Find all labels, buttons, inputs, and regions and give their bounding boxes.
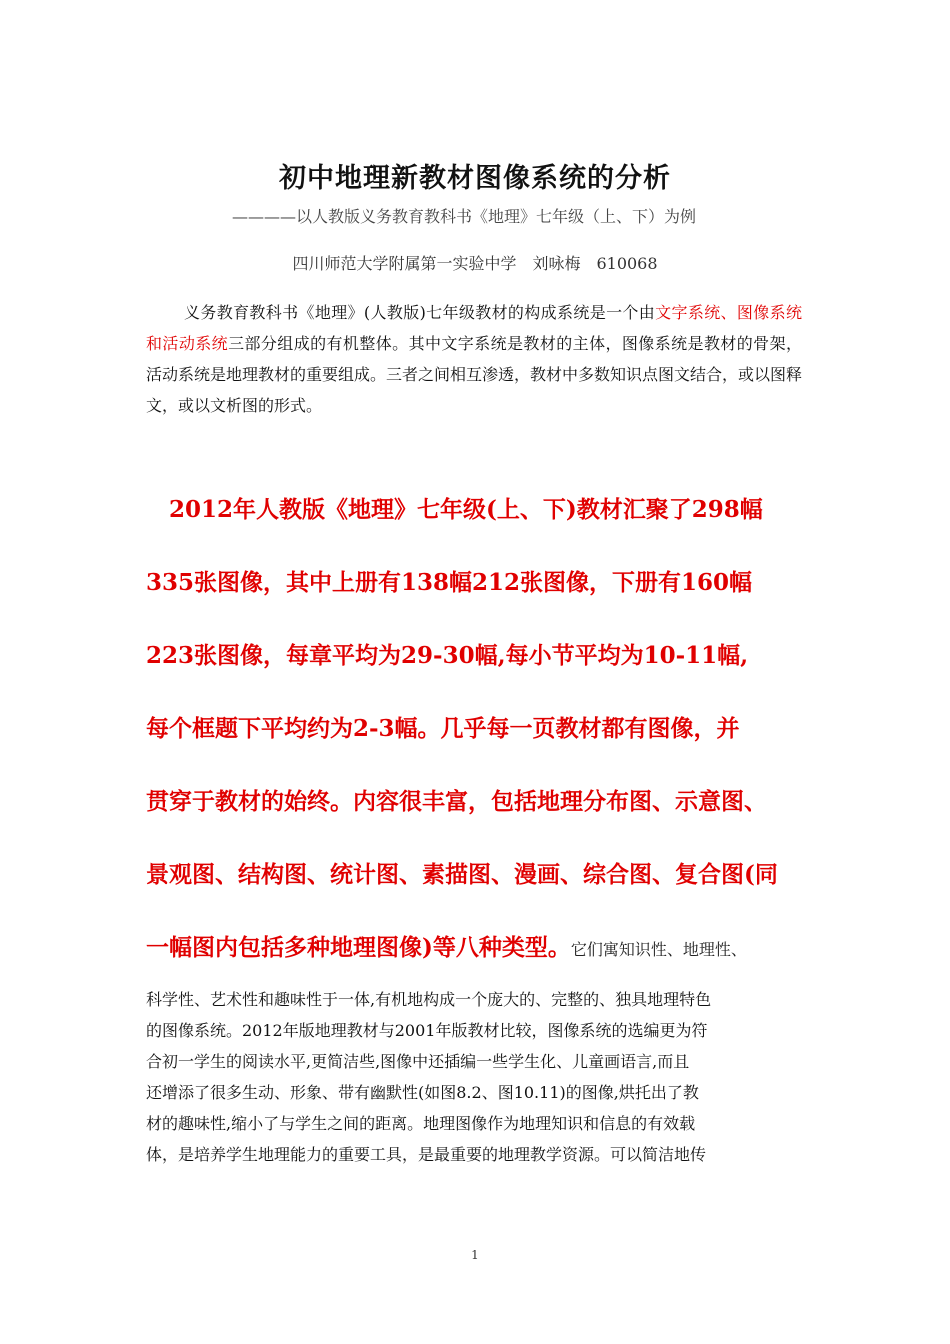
red-line: 景观图、结构图、统计图、素描图、漫画、综合图、复合图(同 bbox=[146, 861, 778, 888]
page-title: 初中地理新教材图像系统的分析 bbox=[279, 163, 671, 194]
intro-text-end: 三部分组成的有机整体。其中文字系统是教材的主体，图像系统是教材的骨架，活动系统是地理教材的重要组成。三者之间相互渗透，教材中多数知识点图文结合，或以图释文，或以文析图的形式。 bbox=[146, 334, 803, 415]
red-line: 贯穿于教材的始终。内容很丰富，包括地理分布图、示意图、 bbox=[146, 788, 767, 815]
page-number: 1 bbox=[471, 1248, 479, 1262]
body-line: 的图像系统。2012年版地理教材与2001年版教材比较，图像系统的选编更为符 bbox=[146, 1021, 708, 1040]
intro-text-start: 义务教育教科书《地理》(人教版)七年级教材的构成系统是一个由 bbox=[184, 303, 656, 322]
red-line: 335张图像，其中上册有138幅212张图像，下册有160幅 bbox=[146, 569, 753, 596]
body-line: 材的趣味性,缩小了与学生之间的距离。地理图像作为地理知识和信息的有效载 bbox=[146, 1114, 696, 1133]
author-line: 四川师范大学附属第一实验中学 刘咏梅 610068 bbox=[292, 254, 658, 273]
intro-paragraph bbox=[146, 297, 802, 421]
red-line: 每个框题下平均约为2-3幅。几乎每一页教材都有图像，并 bbox=[146, 715, 740, 742]
red-line-last bbox=[146, 911, 806, 984]
red-line-text: 一幅图内包括多种地理图像)等八种类型。 bbox=[146, 934, 571, 961]
body-line: 科学性、艺术性和趣味性于一体,有机地构成一个庞大的、完整的、独具地理特色 bbox=[146, 990, 712, 1009]
subtitle: ————以人教版义务教育教科书《地理》七年级（上、下）为例 bbox=[232, 207, 697, 226]
red-line: 2012年人教版《地理》七年级(上、下)教材汇聚了298幅 bbox=[146, 496, 763, 523]
body-line: 体，是培养学生地理能力的重要工具，是最重要的地理教学资源。可以简洁地传 bbox=[146, 1145, 707, 1164]
body-paragraph bbox=[146, 984, 802, 1170]
red-line: 223张图像，每章平均为29-30幅,每小节平均为10-11幅, bbox=[146, 642, 749, 669]
intro-highlight: 文字系统、图像系统和活动系统 bbox=[146, 303, 802, 353]
body-line: 合初一学生的阅读水平,更简洁些,图像中还插编一些学生化、儿童画语言,而且 bbox=[146, 1052, 690, 1071]
body-line: 还增添了很多生动、形象、带有幽默性(如图8.2、图10.11)的图像,烘托出了教 bbox=[146, 1083, 699, 1102]
red-line-tail: 它们寓知识性、地理性、 bbox=[570, 940, 747, 959]
highlighted-statistics-paragraph bbox=[146, 473, 806, 984]
